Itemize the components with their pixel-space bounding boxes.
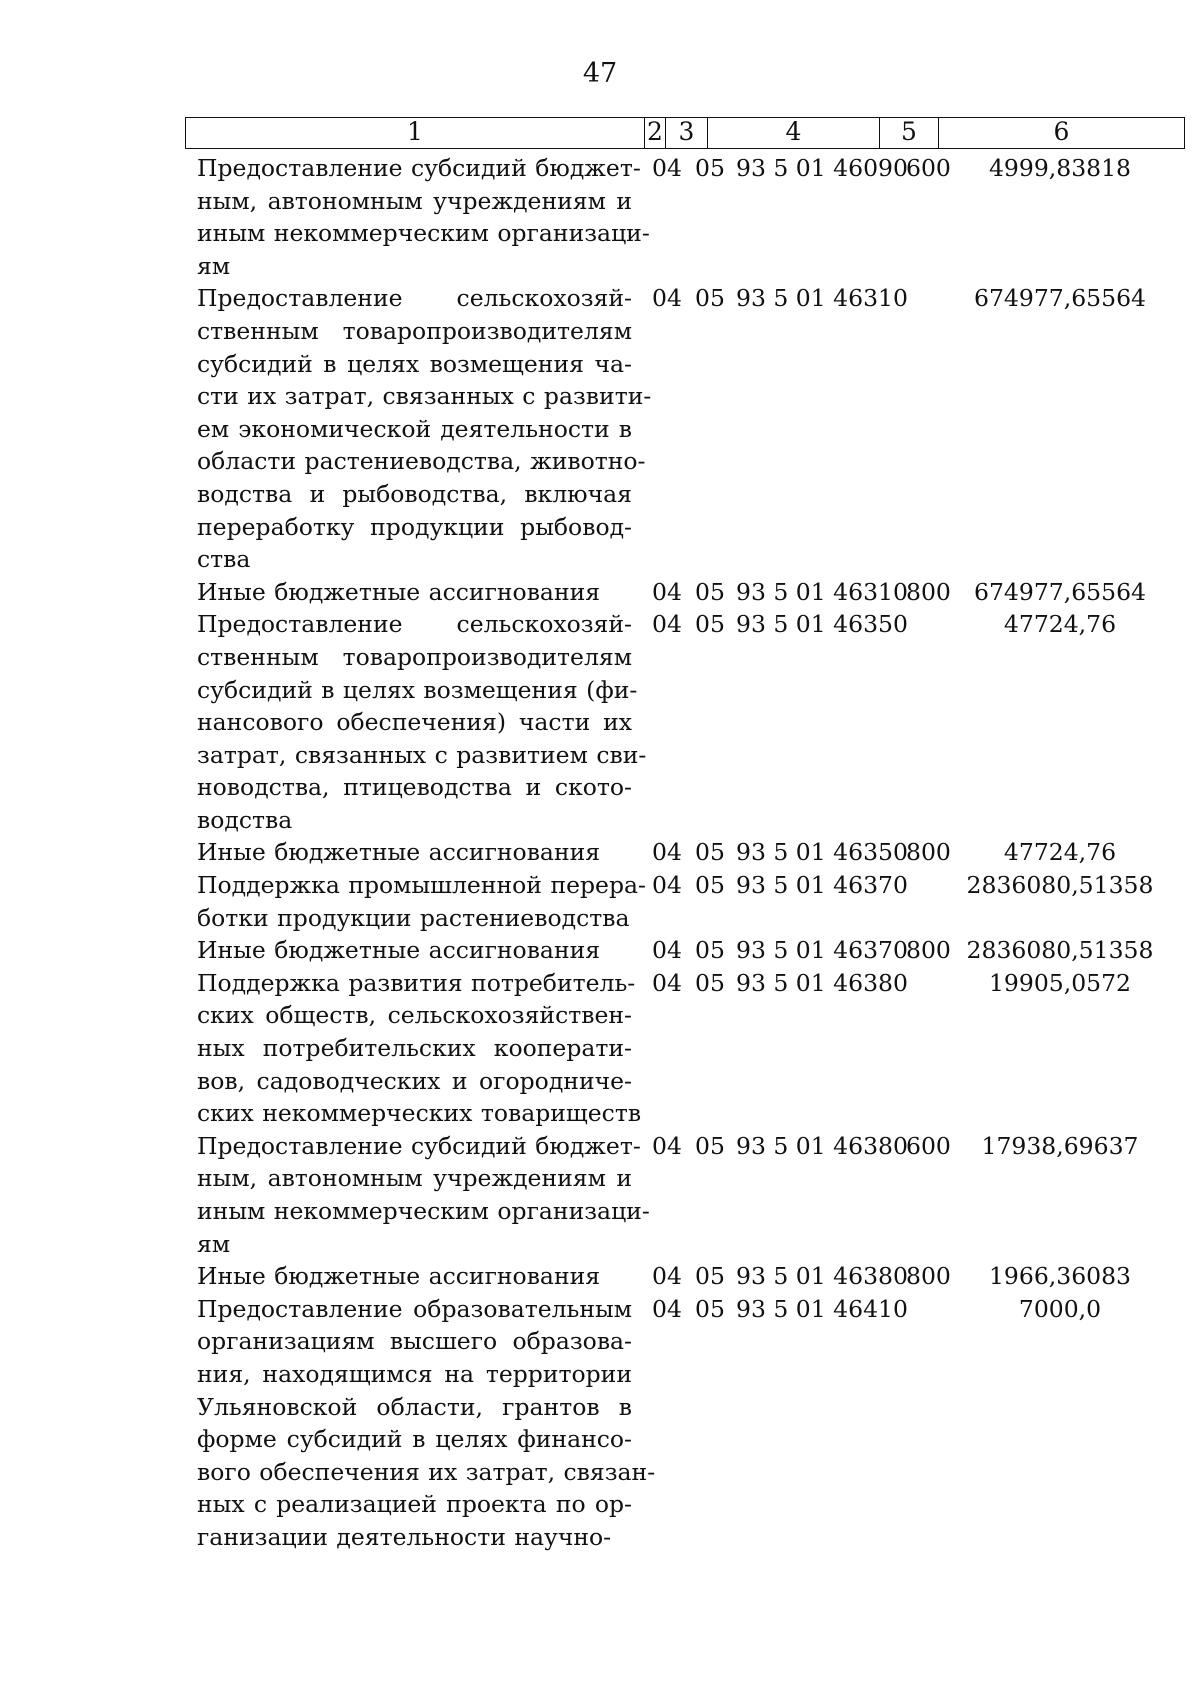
section-code: 04 (652, 968, 682, 997)
target-article-code: 93 5 01 46370 (736, 871, 908, 900)
section-code: 04 (652, 154, 682, 182)
section-code: 04 (652, 610, 682, 639)
table-row (0, 967, 1200, 1130)
description-line: ям (197, 1229, 231, 1258)
amount: 2836080,51358 (966, 871, 1154, 900)
description-line: Иные бюджетные ассигнования (197, 838, 601, 867)
description-line: субсидий в целях возмещения (фи- (197, 675, 638, 704)
subsection-code: 05 (695, 1294, 725, 1323)
subsection-code: 05 (695, 1262, 725, 1291)
target-article-code: 93 5 01 46090 (736, 154, 908, 182)
target-article-code: 93 5 01 46380 (736, 968, 908, 997)
amount: 674977,65564 (974, 284, 1146, 313)
table-row (0, 934, 1200, 967)
expense-type-code: 800 (906, 1262, 951, 1291)
subsection-code: 05 (695, 838, 725, 867)
description-line: водства и рыбоводства, включая (197, 479, 632, 508)
description-line: сти их затрат, связанных с развити- (197, 382, 652, 411)
description-line: Иные бюджетные ассигнования (197, 936, 601, 965)
description-line: Предоставление субсидий бюджет- (197, 1131, 641, 1160)
description-line: ям (197, 251, 231, 280)
amount: 4999,83818 (988, 154, 1132, 182)
row-description (197, 934, 632, 967)
description-line: затрат, связанных с развитием сви- (197, 740, 647, 769)
expense-type-code: 800 (906, 838, 951, 867)
target-article-code: 93 5 01 46410 (736, 1294, 908, 1323)
description-line: субсидий в целях возмещения ча- (197, 349, 632, 378)
description-line: вов, садоводческих и огородниче- (197, 1066, 632, 1095)
description-line: области растениеводства, животно- (197, 447, 646, 476)
description-line: Предоставление сельскохозяй- (197, 284, 632, 313)
target-article-code: 93 5 01 46350 (736, 610, 908, 639)
amount: 1966,36083 (988, 1262, 1132, 1291)
description-line: Ульяновской области, грантов в (197, 1392, 632, 1421)
description-line: ния, находящимся на территории (197, 1359, 632, 1388)
table-row (0, 869, 1200, 934)
amount: 17938,69637 (981, 1131, 1139, 1160)
amount: 47724,76 (1003, 838, 1117, 867)
section-code: 04 (652, 1294, 682, 1323)
page-number: 47 (582, 58, 618, 89)
table-row (0, 1130, 1200, 1260)
description-line: Предоставление образовательным (197, 1294, 632, 1323)
target-article-code: 93 5 01 46380 (736, 1262, 908, 1291)
description-line: ем экономической деятельности в (197, 414, 632, 443)
subsection-code: 05 (695, 610, 725, 639)
row-description (197, 152, 650, 282)
section-code: 04 (652, 577, 682, 606)
description-line: ных с реализацией проекта по ор- (197, 1490, 632, 1519)
row-description (197, 282, 652, 575)
description-line: ственным товаропроизводителям (197, 316, 632, 345)
row-description (197, 1130, 650, 1260)
subsection-code: 05 (695, 968, 725, 997)
row-description (197, 1260, 632, 1293)
subsection-code: 05 (695, 577, 725, 606)
amount: 7000,0 (1018, 1294, 1102, 1323)
table-row (0, 608, 1200, 836)
description-line: ских обществ, сельскохозяйствен- (197, 1001, 632, 1030)
amount: 674977,65564 (974, 577, 1146, 606)
header-col-4: 4 (708, 118, 880, 148)
description-line: Поддержка развития потребитель- (197, 968, 636, 997)
table-row (0, 576, 1200, 609)
target-article-code: 93 5 01 46370 (736, 936, 908, 965)
amount: 47724,76 (1003, 610, 1117, 639)
description-line: Предоставление субсидий бюджет- (197, 154, 641, 182)
row-description (197, 869, 646, 934)
expense-type-code: 800 (906, 577, 951, 606)
target-article-code: 93 5 01 46350 (736, 838, 908, 867)
table-row (0, 152, 1200, 282)
table-row (0, 282, 1200, 575)
row-description (197, 836, 632, 869)
description-line: форме субсидий в целях финансо- (197, 1425, 632, 1454)
subsection-code: 05 (695, 871, 725, 900)
description-line: новодства, птицеводства и ското- (197, 773, 632, 802)
header-col-1: 1 (186, 118, 645, 148)
amount: 2836080,51358 (966, 936, 1154, 965)
target-article-code: 93 5 01 46310 (736, 577, 908, 606)
subsection-code: 05 (695, 936, 725, 965)
description-line: ным, автономным учреждениям и (197, 1164, 632, 1193)
expense-type-code: 800 (906, 936, 951, 965)
section-code: 04 (652, 838, 682, 867)
expense-type-code: 600 (906, 1131, 951, 1160)
subsection-code: 05 (695, 154, 725, 182)
description-line: ботки продукции растениеводства (197, 903, 630, 932)
description-line: Поддержка промышленной перера- (197, 871, 646, 900)
section-code: 04 (652, 871, 682, 900)
description-line: ных потребительских кооперати- (197, 1034, 632, 1063)
row-description (197, 608, 647, 836)
description-line: Предоставление сельскохозяй- (197, 610, 632, 639)
section-code: 04 (652, 284, 682, 313)
table-header (185, 117, 1185, 149)
subsection-code: 05 (695, 284, 725, 313)
description-line: иным некоммерческим организаци- (197, 1197, 650, 1225)
amount: 19905,0572 (988, 968, 1132, 997)
row-description (197, 576, 632, 609)
expense-type-code: 600 (906, 154, 951, 182)
description-line: организациям высшего образова- (197, 1327, 632, 1356)
description-line: водства (197, 805, 293, 834)
header-col-2: 2 (645, 118, 666, 148)
header-col-5: 5 (880, 118, 939, 148)
target-article-code: 93 5 01 46310 (736, 284, 908, 313)
section-code: 04 (652, 936, 682, 965)
description-line: ганизации деятельности научно- (197, 1522, 612, 1551)
subsection-code: 05 (695, 1131, 725, 1160)
table-row (0, 1260, 1200, 1293)
description-line: Иные бюджетные ассигнования (197, 577, 601, 606)
header-col-3: 3 (666, 118, 708, 148)
row-description (197, 967, 642, 1130)
section-code: 04 (652, 1262, 682, 1291)
description-line: ских некоммерческих товариществ (197, 1099, 642, 1128)
section-code: 04 (652, 1131, 682, 1160)
table-body (0, 152, 1200, 1554)
target-article-code: 93 5 01 46380 (736, 1131, 908, 1160)
row-description (197, 1293, 656, 1554)
description-line: вого обеспечения их затрат, связан- (197, 1457, 656, 1486)
description-line: ства (197, 545, 251, 574)
description-line: ственным товаропроизводителям (197, 642, 632, 671)
table-row (0, 836, 1200, 869)
description-line: Иные бюджетные ассигнования (197, 1262, 601, 1291)
description-line: переработку продукции рыбовод- (197, 512, 632, 541)
header-col-6: 6 (1053, 117, 1070, 146)
table-row (0, 1293, 1200, 1554)
description-line: иным некоммерческим организаци- (197, 219, 650, 248)
description-line: ным, автономным учреждениям и (197, 186, 632, 215)
description-line: нансового обеспечения) части их (197, 708, 632, 737)
